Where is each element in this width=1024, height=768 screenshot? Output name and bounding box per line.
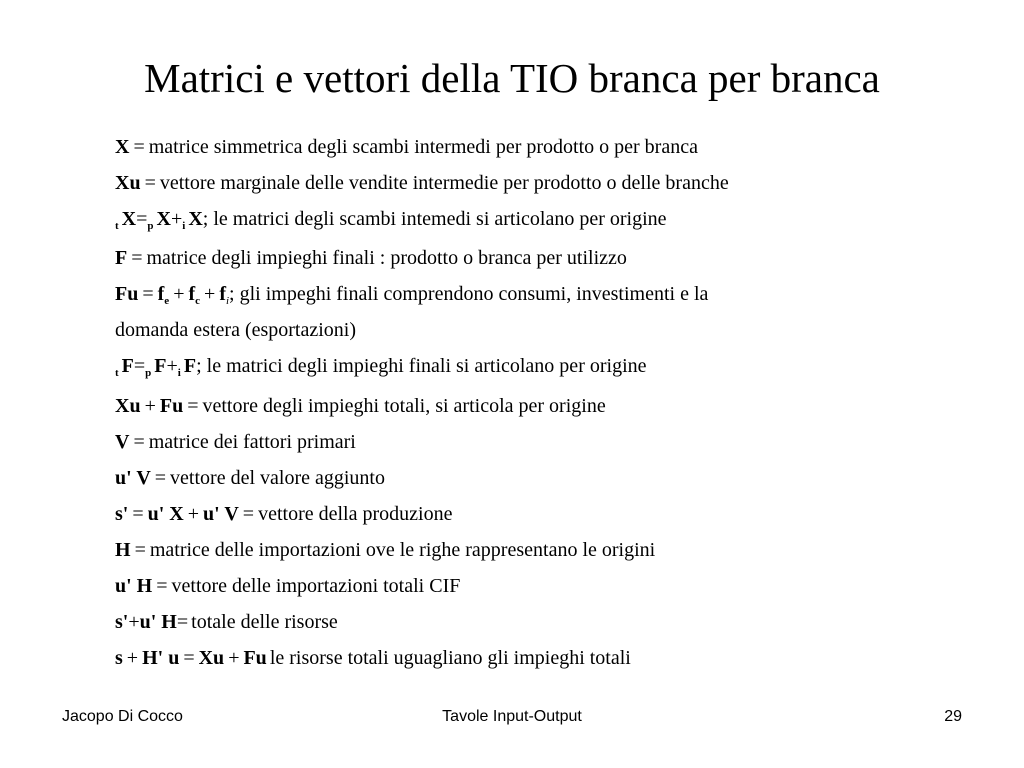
formula-line-fu [115, 279, 708, 309]
math-symbol: X [121, 208, 137, 230]
math-symbol: u' H [139, 611, 177, 633]
formula-line-uv [115, 463, 385, 493]
footer-page-number: 29 [944, 708, 962, 725]
math-symbol: f [219, 283, 226, 305]
formula-line-tx [115, 204, 667, 234]
subscript: c [195, 295, 201, 307]
plus-sign: + [204, 283, 216, 305]
footer-author: Jacopo Di Cocco [62, 708, 183, 725]
math-symbol: Fu [115, 283, 139, 305]
math-symbol: s' [115, 611, 129, 633]
plus-sign: + [126, 647, 139, 669]
equals-sign: = [156, 575, 168, 597]
plus-sign: + [187, 503, 200, 525]
math-symbol: s' [115, 503, 129, 525]
formula-line-equilibrio [115, 643, 631, 673]
plus-sign: + [170, 208, 183, 230]
equals-sign: = [136, 208, 148, 230]
equals-sign: = [144, 172, 156, 194]
formula-text: matrice dei fattori primari [148, 431, 356, 453]
equals-sign: = [183, 647, 195, 669]
plus-sign: + [166, 355, 178, 377]
subscript: i [182, 220, 186, 232]
plus-sign: + [144, 395, 156, 417]
formula-text: domanda estera (esportazioni) [115, 319, 357, 341]
equals-sign: = [132, 503, 144, 525]
formula-text: vettore marginale delle vendite intermedie per prodotto o delle branche [159, 172, 729, 194]
formula-line-uh [115, 571, 460, 601]
plus-sign: + [173, 283, 185, 305]
formula-text: matrice degli impieghi finali : prodotto o branca per utilizzo [146, 247, 627, 269]
formula-line-tf [115, 351, 647, 381]
formula-text: vettore del valore aggiunto [170, 467, 385, 489]
equals-sign: = [133, 431, 145, 453]
formula-text: ; le matrici degli scambi intemedi si articolano per origine [202, 208, 667, 230]
math-symbol: s [115, 647, 123, 669]
equals-sign: = [142, 283, 154, 305]
equals-sign: = [133, 136, 145, 158]
subscript: e [164, 295, 170, 307]
subscript: i [177, 367, 181, 379]
footer-topic: Tavole Input-Output [442, 708, 582, 725]
equals-sign: = [131, 247, 143, 269]
formula-line-xu [115, 168, 729, 198]
formula-line-risorse [115, 607, 338, 637]
formula-text: vettore degli impieghi totali, si articola per origine [202, 395, 606, 417]
equals-sign: = [133, 355, 146, 377]
formula-line-x [115, 132, 698, 162]
math-symbol: X [156, 208, 171, 230]
plus-sign: + [128, 611, 140, 633]
subscript: t [115, 367, 119, 379]
formula-line-v [115, 427, 356, 457]
math-symbol: u' H [115, 575, 153, 597]
formula-text: ; gli impeghi finali comprendono consumi, investimenti e la [229, 283, 709, 305]
formula-line-xu-fu [115, 391, 606, 421]
formula-line-s [115, 499, 452, 529]
math-symbol: Fu [243, 647, 267, 669]
formula-line-f [115, 243, 627, 273]
equals-sign: = [154, 467, 167, 489]
formula-text: matrice simmetrica degli scambi intermedi per prodotto o per branca [148, 136, 698, 158]
equals-sign: = [242, 503, 255, 525]
plus-sign: + [228, 647, 240, 669]
math-symbol: X [188, 208, 203, 230]
math-symbol: F [183, 355, 197, 377]
formula-text: matrice delle importazioni ove le righe rappresentano le origini [149, 539, 656, 561]
math-symbol: u' V [115, 467, 151, 489]
slide-title: Matrici e vettori della TIO branca per branca [144, 55, 880, 101]
formula-text: vettore delle importazioni totali CIF [171, 575, 461, 597]
math-symbol: f [157, 283, 165, 305]
math-symbol: X [115, 136, 130, 158]
equals-sign: = [176, 611, 189, 633]
formula-text: totale delle risorse [191, 611, 338, 633]
math-symbol: f [188, 283, 196, 305]
math-symbol: H' u [142, 647, 180, 669]
math-symbol: F [121, 355, 134, 377]
subscript: p [147, 220, 154, 232]
math-symbol: u' V [203, 503, 239, 525]
subscript: p [145, 367, 152, 379]
subscript: t [115, 220, 119, 232]
equals-sign: = [134, 539, 146, 561]
formula-text: ; le matrici degli impieghi finali si articolano per origine [196, 355, 647, 377]
math-symbol: H [115, 539, 131, 561]
formula-text: vettore della produzione [258, 503, 453, 525]
formula-text: le risorse totali uguagliano gli impieghi totali [269, 647, 631, 669]
math-symbol: u' X [147, 503, 184, 525]
math-symbol: V [115, 431, 130, 453]
subscript: i [225, 295, 230, 307]
math-symbol: F [115, 247, 128, 269]
formula-line-h [115, 535, 655, 565]
equals-sign: = [187, 395, 199, 417]
formula-line-continuation [115, 315, 356, 345]
math-symbol: Xu [198, 647, 225, 669]
math-symbol: F [154, 355, 167, 377]
math-symbol: Xu [115, 172, 141, 194]
math-symbol: Fu [159, 395, 184, 417]
math-symbol: Xu [115, 395, 141, 417]
